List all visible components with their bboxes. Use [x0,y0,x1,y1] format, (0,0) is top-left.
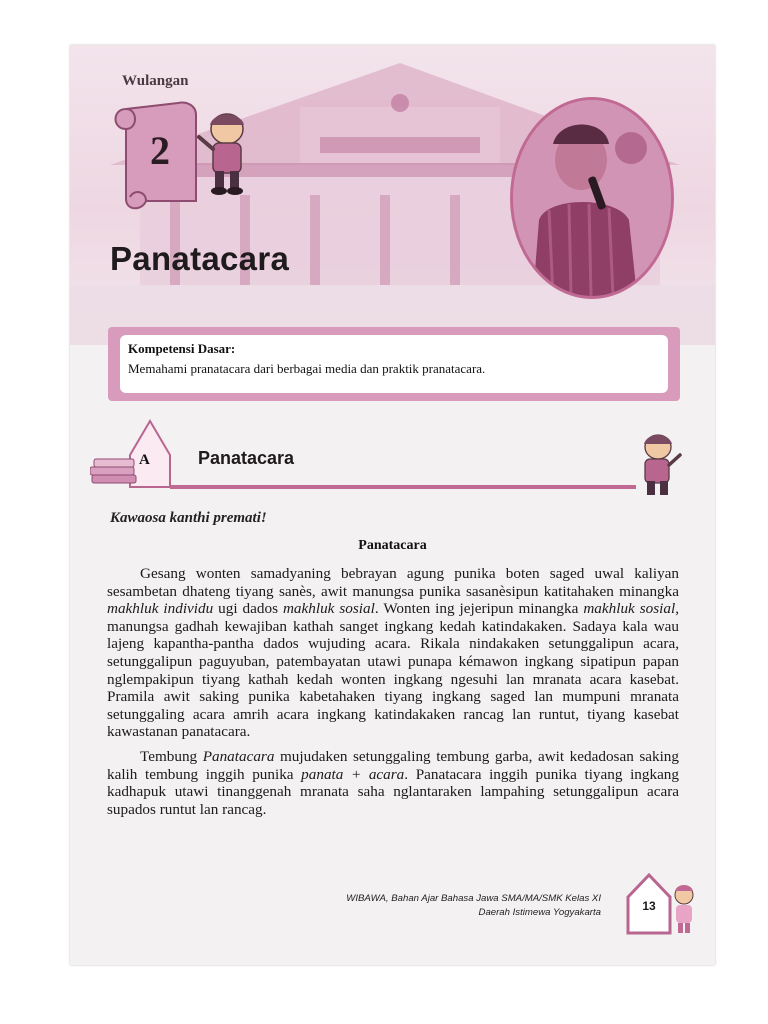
photo-announcer [510,97,674,299]
footer-line-1: WIBAWA, Bahan Ajar Bahasa Jawa SMA/MA/SMK Kelas XI [346,893,601,904]
text-run: Tembung [140,747,203,765]
italic-term: panata + acara [301,765,405,783]
paragraph-2 [107,748,679,818]
text-run: . Wonten ing jejeripun minangka [374,600,584,618]
competency-label: Kompetensi Dasar: [128,341,236,356]
italic-term: makhluk individu [107,600,214,618]
section-title: Panatacara [198,448,295,468]
lesson-number: 2 [150,128,170,173]
lesson-label: Wulangan [122,73,189,89]
section-letter: A [139,452,150,468]
mascot-icon [628,429,684,501]
text-run: . Panatacara inggih punika tiyang ingkang kadhapuk utawi tinanggenah mranata saha nglantaraken lampahing setunggalipun acara supados runtut lan rancag. [107,765,679,818]
reading-body [107,565,679,825]
competency-box [108,327,680,401]
italic-term: makhluk sosial [282,600,375,618]
competency-text: Memahami pranatacara dari berbagai media dan praktik pranatacara. [128,361,486,376]
text-run: Gesang wonten samadyaning bebrayan agung punika boten saged uwal kaliyan sesambetan dhateng tiyang sanès, awit manungsa punika sasanèsipun katitahaken minangka [107,565,679,600]
text-run: ugi dados [213,600,283,618]
footer-line-2: Daerah Istimewa Yogyakarta [478,907,601,918]
mascot-illustration [195,107,255,197]
reading-instruction: Kawaosa kanthi premati! [110,510,267,526]
reading-title: Panatacara [358,538,427,553]
page-title: Panatacara [110,240,290,277]
footer-citation [346,892,601,920]
italic-term: Panatacara [202,747,275,765]
section-header-graphic [90,415,650,495]
paragraph-1 [107,565,679,741]
text-run: , manungsa gadhah kewajiban kathah sanget ingkang kedah katindakaken. Sadaya kala wau lajeng kapantha-pantha dados wujuding acara. Rikala nindakaken setunggalipun acara, setunggalipun paguyuban, patembayatan utawi punapa kémawon ingkang sipatipun papan nglempakipun tiyang kathah kedah wonten ingkang ngesuhi lan mranata acara kasebat. Pramila awit saking punika kabetahaken tiyang ingkang saged lan mumpuni mranata setunggaling acara amrih acara ingkang katindakaken rancag lan runtut, tiyang kasebat kawastanan panatacara. [107,600,679,741]
page-number: 13 [642,899,656,913]
text-run: mujudaken setunggaling tembung garba, awit kedadosan saking kalih tembung inggih punika [107,747,679,783]
italic-term: makhluk sosial [583,600,676,618]
announcer-illustration [513,100,671,296]
textbook-page [70,45,715,965]
